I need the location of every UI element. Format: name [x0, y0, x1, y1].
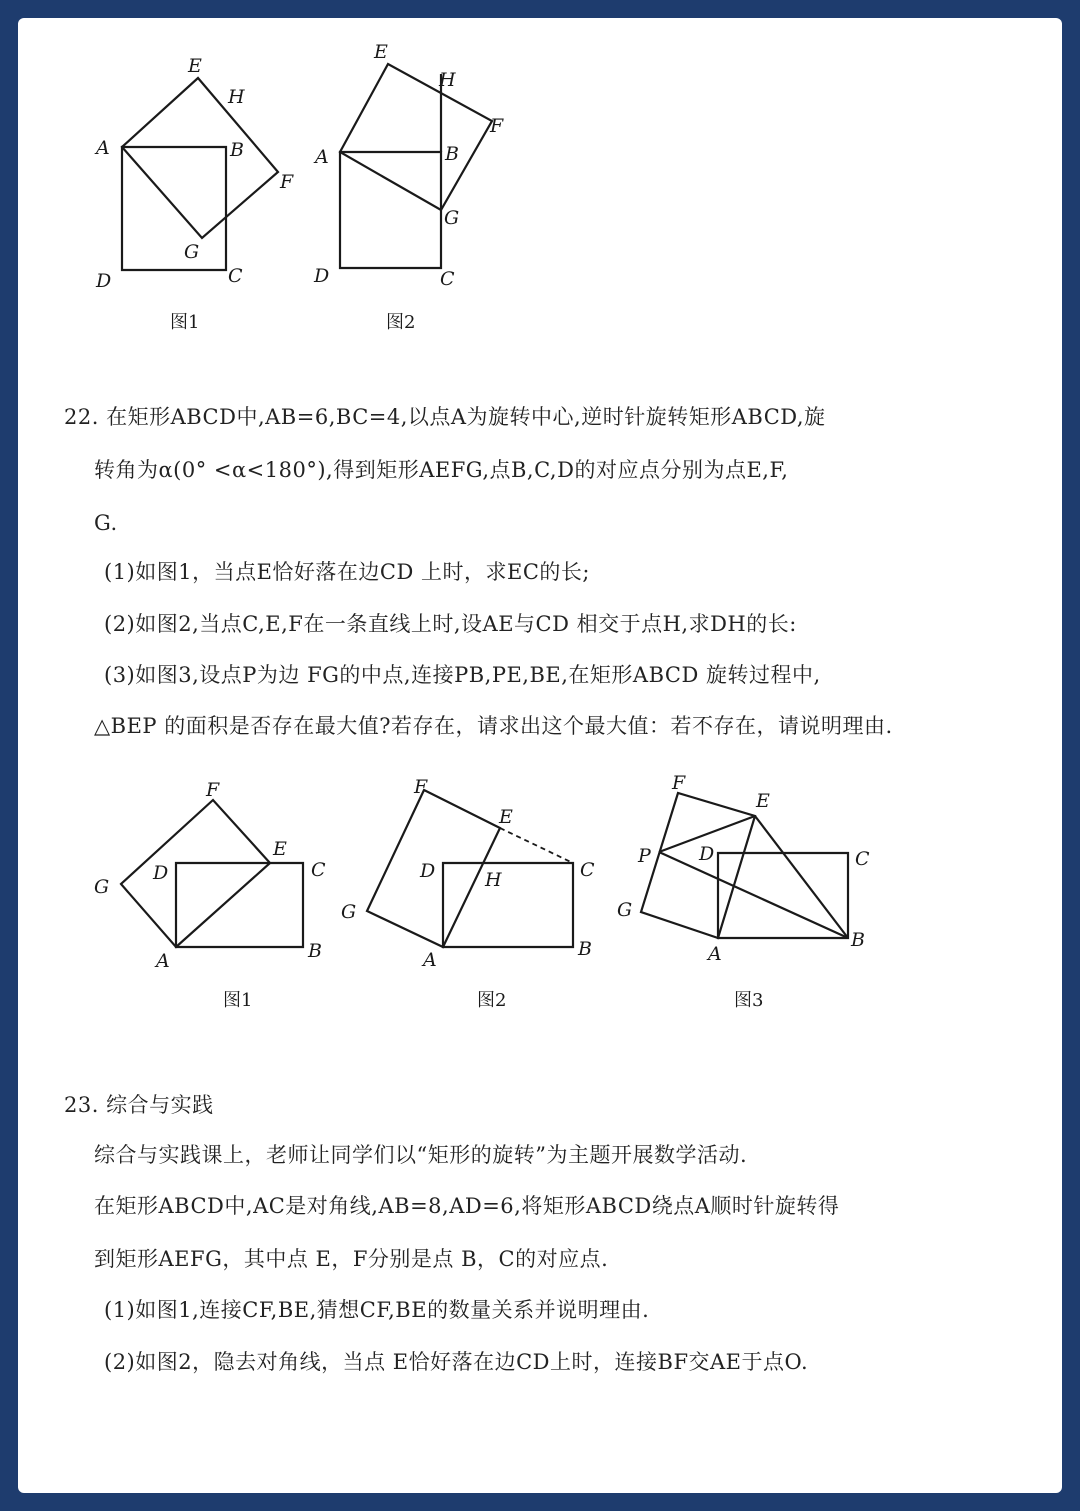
- q23-part-1: (1)如图1,连接CF,BE,猜想CF,BE的数量关系并说明理由.: [104, 1298, 650, 1322]
- label-b: B: [578, 938, 592, 960]
- label-c: C: [311, 859, 326, 881]
- q23-line-3: 到矩形AEFG，其中点 E，F分别是点 B，C的对应点.: [94, 1247, 609, 1271]
- label-e: E: [374, 41, 388, 63]
- label-f: F: [672, 772, 686, 794]
- q23-title: 23. 综合与实践: [64, 1093, 214, 1117]
- label-e: E: [756, 790, 770, 812]
- label-g: G: [444, 207, 460, 229]
- q22-part-3-continued: △BEP 的面积是否存在最大值?若存在，请求出这个最大值：若不存在，请说明理由.: [94, 714, 893, 738]
- q22-part-2: (2)如图2,当点C,E,F在一条直线上时,设AE与CD 相交于点H,求DH的长:: [104, 612, 797, 636]
- label-g: G: [94, 876, 110, 898]
- q22-line-3: G.: [94, 511, 118, 535]
- q22-line-2: 转角为α(0° <α<180°),得到矩形AEFG,点B,C,D的对应点分别为点E,F,: [94, 458, 789, 482]
- label-c: C: [855, 848, 870, 870]
- label-e: E: [499, 806, 513, 828]
- label-h: H: [485, 869, 502, 891]
- label-e: E: [273, 838, 287, 860]
- label-f: F: [490, 115, 504, 137]
- q23-line-2: 在矩形ABCD中,AC是对角线,AB=8,AD=6,将矩形ABCD绕点A顺时针旋转得: [94, 1194, 840, 1218]
- line-be: [755, 816, 848, 938]
- q22-part-3: (3)如图3,设点P为边 FG的中点,连接PB,PE,BE,在矩形ABCD 旋转过程中,: [104, 663, 821, 687]
- label-a: A: [315, 146, 329, 168]
- label-c: C: [228, 265, 243, 287]
- line-pb: [659, 852, 848, 938]
- label-e: E: [188, 55, 202, 77]
- label-d: D: [96, 270, 112, 292]
- label-b: B: [230, 139, 244, 161]
- label-f: F: [206, 779, 220, 801]
- rectangle-abcd: [718, 853, 848, 938]
- label-p: P: [638, 845, 651, 867]
- figure-caption: 图1: [170, 312, 200, 333]
- q23-part-2: (2)如图2，隐去对角线，当点 E恰好落在边CD上时，连接BF交AE于点O.: [104, 1350, 809, 1374]
- label-h: H: [228, 86, 245, 108]
- label-b: B: [445, 143, 459, 165]
- label-g: G: [617, 899, 633, 921]
- figure-caption: 图3: [734, 990, 764, 1011]
- label-a: A: [156, 950, 170, 972]
- label-c: C: [580, 859, 595, 881]
- label-d: D: [420, 860, 436, 882]
- figure-caption: 图2: [477, 990, 507, 1011]
- label-d: D: [153, 862, 169, 884]
- label-b: B: [851, 929, 865, 951]
- label-b: B: [308, 940, 322, 962]
- label-f: F: [414, 776, 428, 798]
- q22-line-1: 22. 在矩形ABCD中,AB=6,BC=4,以点A为旋转中心,逆时针旋转矩形ABCD,旋: [64, 405, 826, 429]
- rectangle-aefg: [641, 793, 755, 938]
- label-a: A: [423, 949, 437, 971]
- figure-caption: 图1: [223, 990, 253, 1011]
- figure-caption: 图2: [386, 312, 416, 333]
- label-f: F: [280, 171, 294, 193]
- q23-line-1: 综合与实践课上，老师让同学们以“矩形的旋转”为主题开展数学活动.: [94, 1143, 748, 1167]
- label-g: G: [341, 901, 357, 923]
- label-d: D: [699, 843, 715, 865]
- label-g: G: [184, 241, 200, 263]
- label-c: C: [440, 268, 455, 290]
- q22-part-1: (1)如图1，当点E恰好落在边CD 上时，求EC的长;: [104, 560, 590, 584]
- label-a: A: [708, 943, 722, 965]
- label-d: D: [314, 265, 330, 287]
- label-a: A: [96, 137, 110, 159]
- label-h: H: [439, 69, 456, 91]
